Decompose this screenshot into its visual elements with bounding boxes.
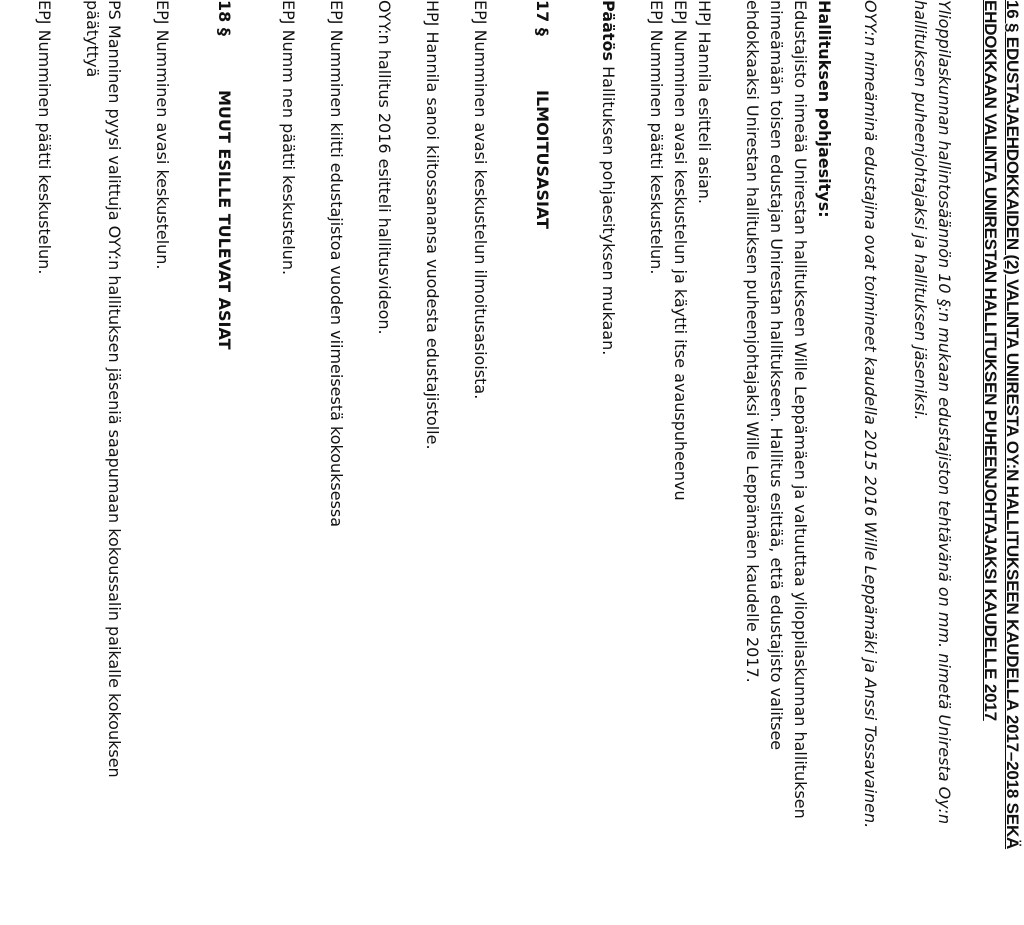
decision-label: Päätös: [599, 0, 618, 62]
section-18-title: MUUT ESILLE TULEVAT ASIAT: [215, 90, 234, 350]
proposal-line-3: ehdokkaaksi Unirestan hallituksen puheenjohtajaksi Wille Leppämäen kaudelle 2017.: [743, 0, 762, 683]
section-16-intro-line-2: hallituksen puheenjohtajaksi ja hallituksen jäseniksi.: [911, 0, 930, 421]
proposal-line-2: nimeämään toisen edustajan Unirestan hallitukseen. Hallitus esittää, että edustajisto valitsee: [767, 0, 786, 751]
section-16-note: OYY:n nimeäminä edustajina ovat toimineet kaudella 2015 2016 Wille Leppämäki ja Anssi Tossavainen.: [861, 0, 880, 829]
section-16-line-a: HPJ Hannila esitteli asian.: [695, 0, 714, 204]
decision-line: [596, 0, 620, 355]
section-17-line-b: HPJ Hannila sanoi kiitossanansa vuodesta edustajistolle.: [423, 0, 442, 450]
section-17-line-a: EPJ Numminen avasi keskustelun ilmoitusasioista.: [471, 0, 490, 400]
section-18-number: 18 §: [215, 0, 234, 36]
section-18-line-a: EPJ Numminen avasi keskustelun.: [153, 0, 172, 270]
section-18-line-c: EPJ Numminen päätti keskustelun.: [35, 0, 54, 275]
section-16-line-c: EPJ Numminen päätti keskustelun.: [647, 0, 666, 275]
section-17-line-e: EPJ Numm nen päätti keskustelun.: [279, 0, 298, 276]
section-18-line-b2: päätyttyä: [83, 0, 102, 78]
section-16-intro-line-1: Ylioppilaskunnan hallintosäännön 10 §:n mukaan edustajiston tehtävänä on mm. nimetä Uniresta Oy:n: [935, 0, 954, 825]
decision-text: Hallituksen pohjaesityksen mukaan.: [599, 61, 618, 356]
proposal-heading: Hallituksen pohjaesitys:: [815, 0, 834, 218]
section-18-line-b1: PS Manninen pyysi valittuja OYY:n hallituksen jäseniä saapumaan kokoussalin paikalle kokouksen: [105, 0, 124, 778]
section-17-line-c: OYY:n hallitus 2016 esitteli hallitusvideon.: [375, 0, 394, 335]
section-16-title-line-1: 16 § EDUSTAJAEHDOKKAIDEN (2) VALINTA UNIRESTA OY:N HALLITUKSEEN KAUDELLA 2017–2018 SEKÄ: [1003, 0, 1022, 850]
section-17-line-d: EPJ Numminen kiitti edustajistoa vuoden viimeisestä kokouksessa: [327, 0, 346, 528]
section-16-title-line-2: EHDOKKAAN VALINTA UNIRESTAN HALLITUKSEN PUHEENJOHTAJAKSI KAUDELLE 2017: [981, 0, 1000, 721]
proposal-line-1: Edustajisto nimeää Unirestan hallitukseen Wille Leppämäen ja valtuuttaa ylioppilaskunnan hallituksen: [791, 0, 810, 819]
section-16-line-b: EPJ Numminen avasi keskustelun ja käytti itse avauspuheenvu: [671, 0, 690, 501]
section-17-title: ILMOITUSASIAT: [533, 90, 552, 229]
section-17-number: 17 §: [533, 0, 552, 36]
